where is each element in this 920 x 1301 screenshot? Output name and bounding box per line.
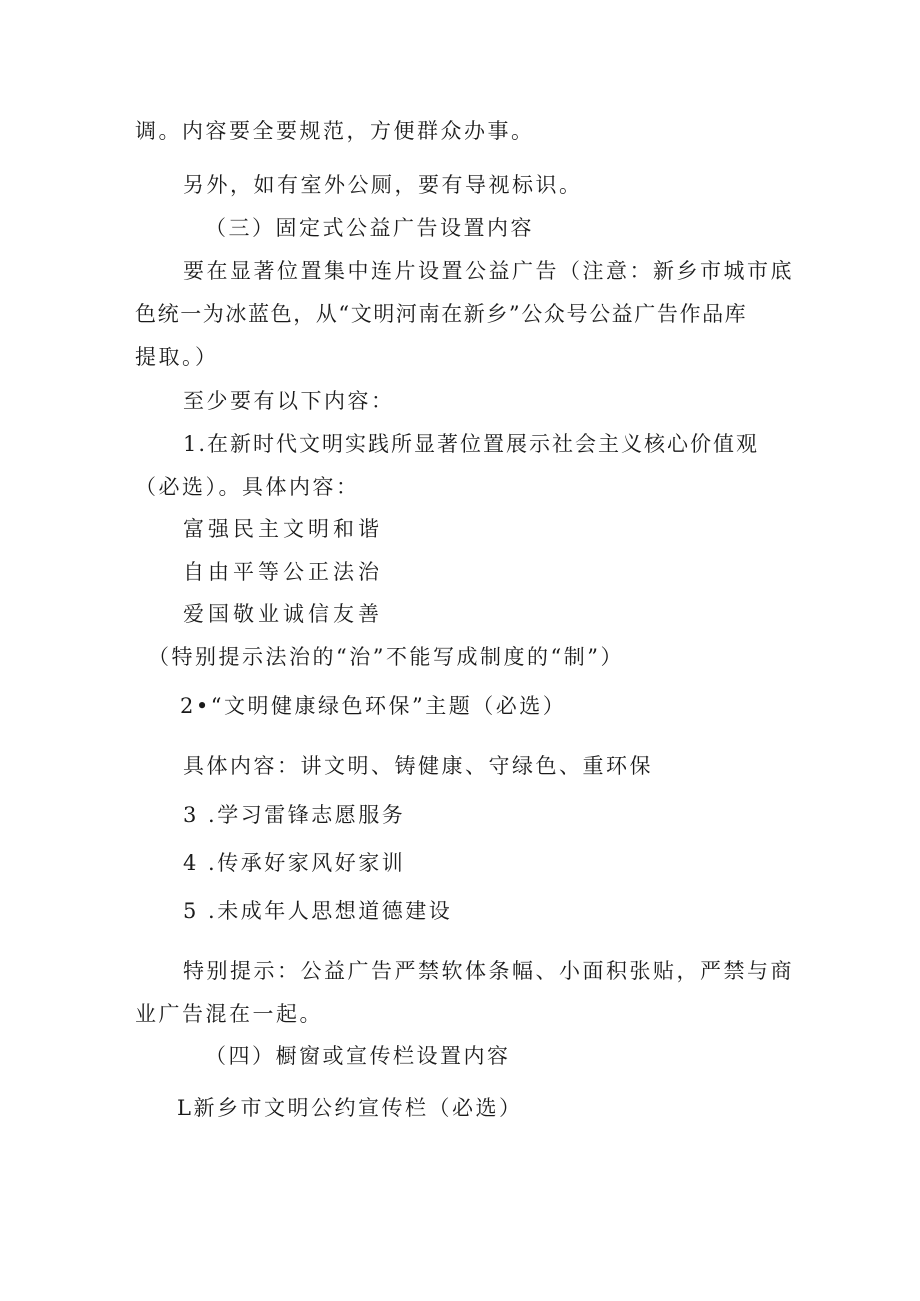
paragraph-line: 业广告混在一起。 [135, 1002, 323, 1026]
paragraph-line: 色统一为冰蓝色，从“文明河南在新乡”公众号公益广告作品库 [135, 302, 748, 326]
list-item: L新乡市文明公约宣传栏（必选） [177, 1096, 523, 1120]
core-values-line: 爱国敬业诚信友善 [183, 602, 383, 626]
paragraph-line: 至少要有以下内容： [183, 389, 395, 413]
paragraph-line: 提取。） [135, 345, 219, 369]
list-item: 4 .传承好家风好家训 [183, 851, 406, 875]
section-heading: （四）橱窗或宣传栏设置内容 [205, 1044, 511, 1068]
note-line: （特别提示法治的“治”不能写成制度的“制”） [148, 645, 624, 669]
core-values-line: 富强民主文明和谐 [183, 517, 383, 541]
paragraph-line: 具体内容：讲文明、铸健康、守绿色、重环保 [183, 754, 653, 778]
paragraph-line: 调。内容要全要规范，方便群众办事。 [135, 119, 535, 143]
list-item: 2•“文明健康绿色环保”主题（必选） [180, 694, 567, 718]
paragraph-line: 要在显著位置集中连片设置公益广告（注意：新乡市城市底 [183, 259, 794, 283]
paragraph-line: 另外，如有室外公厕，要有导视标识。 [183, 173, 583, 197]
paragraph-line: （必选）。具体内容： [135, 475, 360, 499]
list-item: 1.在新时代文明实践所显著位置展示社会主义核心价值观 [183, 432, 760, 456]
list-item: 5 .未成年人思想道德建设 [183, 899, 453, 923]
core-values-line: 自由平等公正法治 [183, 560, 383, 584]
paragraph-line: 特别提示：公益广告严禁软体条幅、小面积张贴，严禁与商 [183, 959, 794, 983]
section-heading: （三）固定式公益广告设置内容 [205, 216, 534, 240]
list-item: 3 .学习雷锋志愿服务 [183, 803, 406, 827]
